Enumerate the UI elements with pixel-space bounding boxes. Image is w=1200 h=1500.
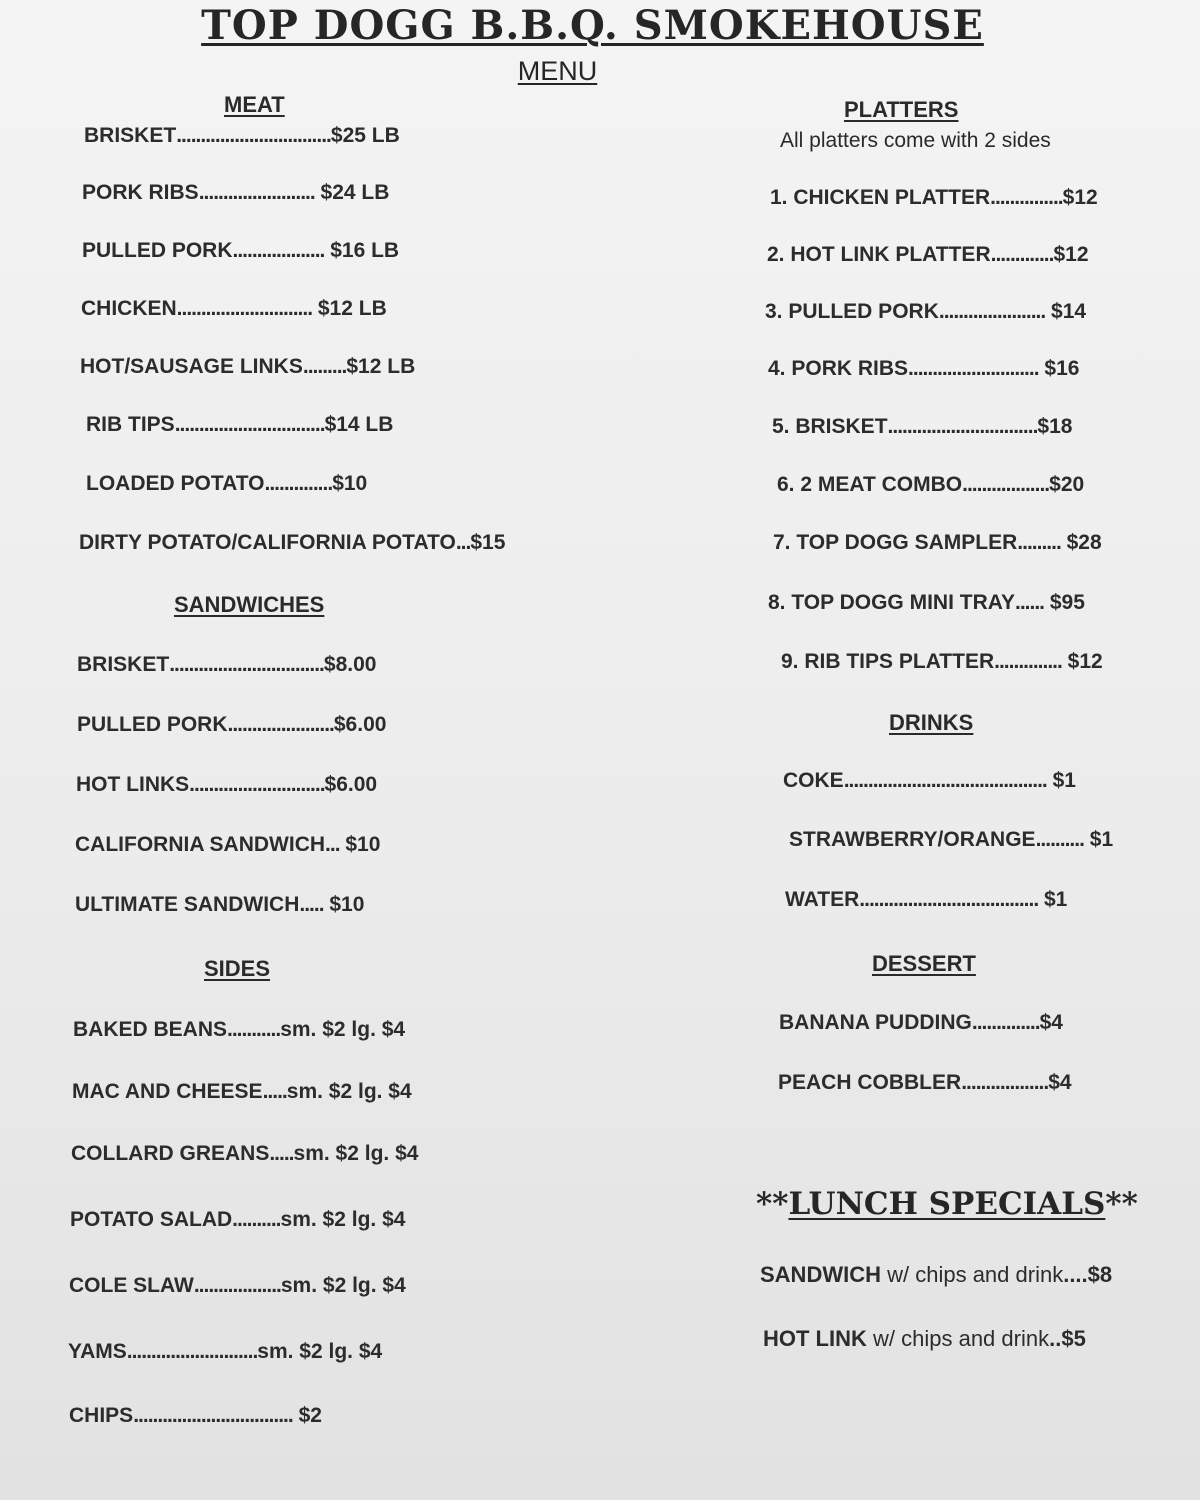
- menu-item: [75, 833, 380, 857]
- menu-item-name: 6. 2 MEAT COMBO: [777, 473, 963, 496]
- menu-item: [767, 243, 1089, 267]
- menu-item-dots: ...........................: [908, 357, 1039, 380]
- lunch-specials-suffix: **: [1105, 1186, 1138, 1222]
- lunch-special-sandwich: [760, 1262, 1112, 1288]
- menu-item-name: DIRTY POTATO/CALIFORNIA POTATO: [79, 531, 456, 554]
- lunch-specials-title: LUNCH SPECIALS: [788, 1186, 1106, 1222]
- menu-item-dots: .....: [299, 893, 324, 916]
- menu-item-dots: ..............: [994, 650, 1062, 673]
- menu-item-price: sm. $2 lg. $4: [280, 1274, 406, 1297]
- menu-item-name: COLLARD GREANS: [71, 1142, 270, 1165]
- menu-item-price: $24 LB: [314, 181, 390, 204]
- menu-item-price: $6.00: [333, 713, 387, 736]
- menu-item-price: $14: [1045, 300, 1087, 323]
- menu-item: [86, 413, 393, 437]
- menu-item-name: 5. BRISKET: [772, 415, 888, 438]
- menu-item-name: PEACH COBBLER: [778, 1071, 962, 1094]
- menu-subtitle: MENU: [517, 56, 598, 86]
- lunch-item-desc: w/ chips and drink: [866, 1326, 1050, 1351]
- menu-item: [77, 713, 386, 737]
- menu-item-price: sm. $2 lg. $4: [280, 1208, 406, 1231]
- menu-item-price: $12 LB: [346, 355, 416, 378]
- menu-item-price: $15: [470, 531, 506, 554]
- menu-item-price: $12: [1053, 243, 1089, 266]
- menu-item: [69, 1404, 322, 1428]
- menu-item-dots: ..................: [962, 473, 1050, 496]
- lunch-item-price: $8: [1087, 1262, 1113, 1287]
- menu-item-dots: ...............: [990, 186, 1063, 209]
- menu-item-name: BRISKET: [84, 124, 177, 147]
- menu-item-dots: ...: [455, 531, 471, 554]
- menu-item-dots: ..............: [971, 1011, 1040, 1034]
- menu-item-price: $20: [1049, 473, 1085, 496]
- meat-heading: MEAT: [224, 92, 285, 117]
- menu-item-price: $16 LB: [324, 239, 400, 262]
- menu-item-dots: ........................: [198, 181, 315, 204]
- drinks-heading: DRINKS: [889, 710, 974, 735]
- menu-item: [777, 473, 1084, 497]
- menu-item: [86, 472, 367, 496]
- menu-item: [82, 181, 389, 205]
- menu-item: [76, 773, 377, 797]
- menu-item-price: $16: [1038, 357, 1080, 380]
- menu-item-dots: ..................: [193, 1274, 281, 1297]
- menu-item: [77, 653, 376, 677]
- menu-item-dots: ............................: [189, 773, 325, 796]
- menu-item-dots: .................................: [133, 1404, 293, 1427]
- platters-heading: PLATTERS: [844, 97, 959, 122]
- menu-item-name: BAKED BEANS: [73, 1018, 228, 1041]
- menu-item-name: ULTIMATE SANDWICH: [75, 893, 300, 916]
- menu-item-name: 3. PULLED PORK: [765, 300, 939, 323]
- menu-item-dots: .....: [262, 1080, 287, 1103]
- menu-item-dots: ...................: [232, 239, 325, 262]
- menu-item: [773, 531, 1102, 555]
- menu-item: [73, 1018, 405, 1042]
- menu-item-dots: .........: [1017, 531, 1061, 554]
- menu-item: [71, 1142, 418, 1166]
- menu-item-name: 9. RIB TIPS PLATTER: [781, 650, 995, 673]
- menu-item-name: 4. PORK RIBS: [768, 357, 909, 380]
- menu-item: [770, 186, 1098, 210]
- menu-item-dots: ............................: [176, 297, 313, 320]
- menu-item-dots: ......................: [227, 713, 334, 736]
- menu-item-price: $25 LB: [330, 124, 400, 147]
- menu-item-name: PULLED PORK: [77, 713, 228, 736]
- menu-item-price: $6.00: [324, 773, 378, 796]
- menu-item: [69, 1274, 406, 1298]
- menu-item-name: MAC AND CHEESE: [72, 1080, 263, 1103]
- lunch-specials-prefix: **: [756, 1186, 789, 1222]
- lunch-item-desc: w/ chips and drink: [881, 1262, 1064, 1287]
- menu-item-price: $95: [1044, 591, 1085, 614]
- menu-item-name: 8. TOP DOGG MINI TRAY: [768, 591, 1015, 614]
- menu-item-name: YAMS: [68, 1340, 127, 1363]
- menu-item-price: $14 LB: [324, 413, 394, 436]
- menu-item-price: $28: [1060, 531, 1102, 554]
- menu-item-name: PORK RIBS: [82, 181, 199, 204]
- menu-item-price: $10: [339, 833, 381, 856]
- menu-item: [79, 531, 505, 555]
- restaurant-title: TOP DOGG B.B.Q. SMOKEHOUSE: [201, 2, 984, 49]
- menu-item-name: PULLED PORK: [82, 239, 233, 262]
- menu-item-dots: ......: [1015, 591, 1045, 614]
- platters-note: All platters come with 2 sides: [780, 129, 1051, 152]
- menu-item-price: sm. $2 lg. $4: [286, 1080, 412, 1103]
- menu-item-price: $2: [292, 1404, 322, 1427]
- menu-item-name: RIB TIPS: [86, 413, 175, 436]
- menu-item-price: sm. $2 lg. $4: [293, 1142, 419, 1165]
- menu-item-name: CHIPS: [69, 1404, 134, 1427]
- menu-item: [789, 828, 1113, 852]
- menu-item-dots: ................................: [176, 124, 331, 147]
- menu-item-name: LOADED POTATO: [86, 472, 265, 495]
- menu-item-name: HOT LINKS: [76, 773, 190, 796]
- menu-item-price: sm. $2 lg. $4: [257, 1340, 383, 1363]
- menu-item-dots: ...........................: [126, 1340, 258, 1363]
- menu-item-dots: ..............: [264, 472, 333, 495]
- menu-item: [81, 297, 387, 321]
- menu-item: [70, 1208, 405, 1232]
- menu-item-dots: ................................: [169, 653, 324, 676]
- menu-item-dots: ..........................................: [843, 769, 1047, 792]
- menu-item-name: 1. CHICKEN PLATTER: [770, 186, 991, 209]
- menu-item-price: $10: [323, 893, 365, 916]
- menu-item-dots: .............: [990, 243, 1054, 266]
- menu-item-dots: ......................: [938, 300, 1046, 323]
- menu-item: [80, 355, 415, 379]
- dessert-heading: DESSERT: [872, 951, 976, 976]
- lunch-item-name: SANDWICH: [760, 1262, 881, 1287]
- menu-item-price: $1: [1038, 888, 1068, 911]
- menu-item-dots: .....................................: [859, 888, 1039, 911]
- lunch-item-price: $5: [1061, 1326, 1086, 1351]
- menu-item: [783, 769, 1076, 793]
- menu-item: [785, 888, 1067, 912]
- menu-item-price: $10: [332, 472, 368, 495]
- menu-item-name: BRISKET: [77, 653, 170, 676]
- menu-item: [82, 239, 399, 263]
- menu-item-name: 7. TOP DOGG SAMPLER: [773, 531, 1018, 554]
- menu-item-price: $1: [1083, 828, 1114, 851]
- menu-item: [778, 1071, 1072, 1095]
- lunch-item-dots: ....: [1063, 1262, 1088, 1287]
- menu-item-price: $8.00: [323, 653, 377, 676]
- menu-item-name: CHICKEN: [81, 297, 177, 320]
- menu-item: [781, 650, 1103, 674]
- menu-item-dots: ...........: [227, 1018, 281, 1041]
- sandwiches-heading: SANDWICHES: [174, 592, 325, 617]
- menu-item: [772, 415, 1072, 439]
- menu-item-price: $18: [1037, 415, 1073, 438]
- menu-item-name: CALIFORNIA SANDWICH: [75, 833, 326, 856]
- menu-item-price: $4: [1048, 1071, 1072, 1094]
- menu-item-name: POTATO SALAD: [70, 1208, 233, 1231]
- menu-item: [768, 591, 1085, 615]
- menu-item: [779, 1011, 1063, 1035]
- menu-item: [84, 124, 400, 148]
- menu-item-name: WATER: [785, 888, 860, 911]
- menu-item-name: COLE SLAW: [69, 1274, 194, 1297]
- menu-item-price: $4: [1039, 1011, 1063, 1034]
- menu-item-dots: .....: [269, 1142, 294, 1165]
- menu-item-name: STRAWBERRY/ORANGE: [789, 828, 1036, 851]
- lunch-item-dots: ..: [1049, 1326, 1062, 1351]
- menu-item: [768, 357, 1079, 381]
- sides-heading: SIDES: [204, 956, 271, 981]
- menu-item-name: BANANA PUDDING: [779, 1011, 972, 1034]
- menu-item-price: $12: [1062, 186, 1098, 209]
- lunch-item-name: HOT LINK: [763, 1326, 867, 1351]
- menu-item: [765, 300, 1086, 324]
- menu-item-dots: ..................: [961, 1071, 1049, 1094]
- menu-item-dots: .........: [302, 355, 347, 378]
- menu-item-price: $12: [1061, 650, 1103, 673]
- lunch-special-hot-link: [763, 1326, 1086, 1352]
- menu-item-price: $1: [1046, 769, 1076, 792]
- menu-item-dots: ..........: [1035, 828, 1084, 851]
- menu-item-price: sm. $2 lg. $4: [280, 1018, 406, 1041]
- menu-item-name: HOT/SAUSAGE LINKS: [80, 355, 303, 378]
- menu-item: [75, 893, 364, 917]
- menu-item: [68, 1340, 382, 1364]
- menu-item-dots: ...............................: [174, 413, 325, 436]
- menu-item-price: $12 LB: [312, 297, 387, 320]
- menu-item-name: COKE: [783, 769, 844, 792]
- menu-item-dots: ...: [325, 833, 340, 856]
- menu-item-dots: ...............................: [887, 415, 1038, 438]
- lunch-specials-heading: [756, 1186, 1138, 1222]
- menu-item-name: 2. HOT LINK PLATTER: [767, 243, 991, 266]
- menu-item-dots: ..........: [232, 1208, 281, 1231]
- menu-item: [72, 1080, 412, 1104]
